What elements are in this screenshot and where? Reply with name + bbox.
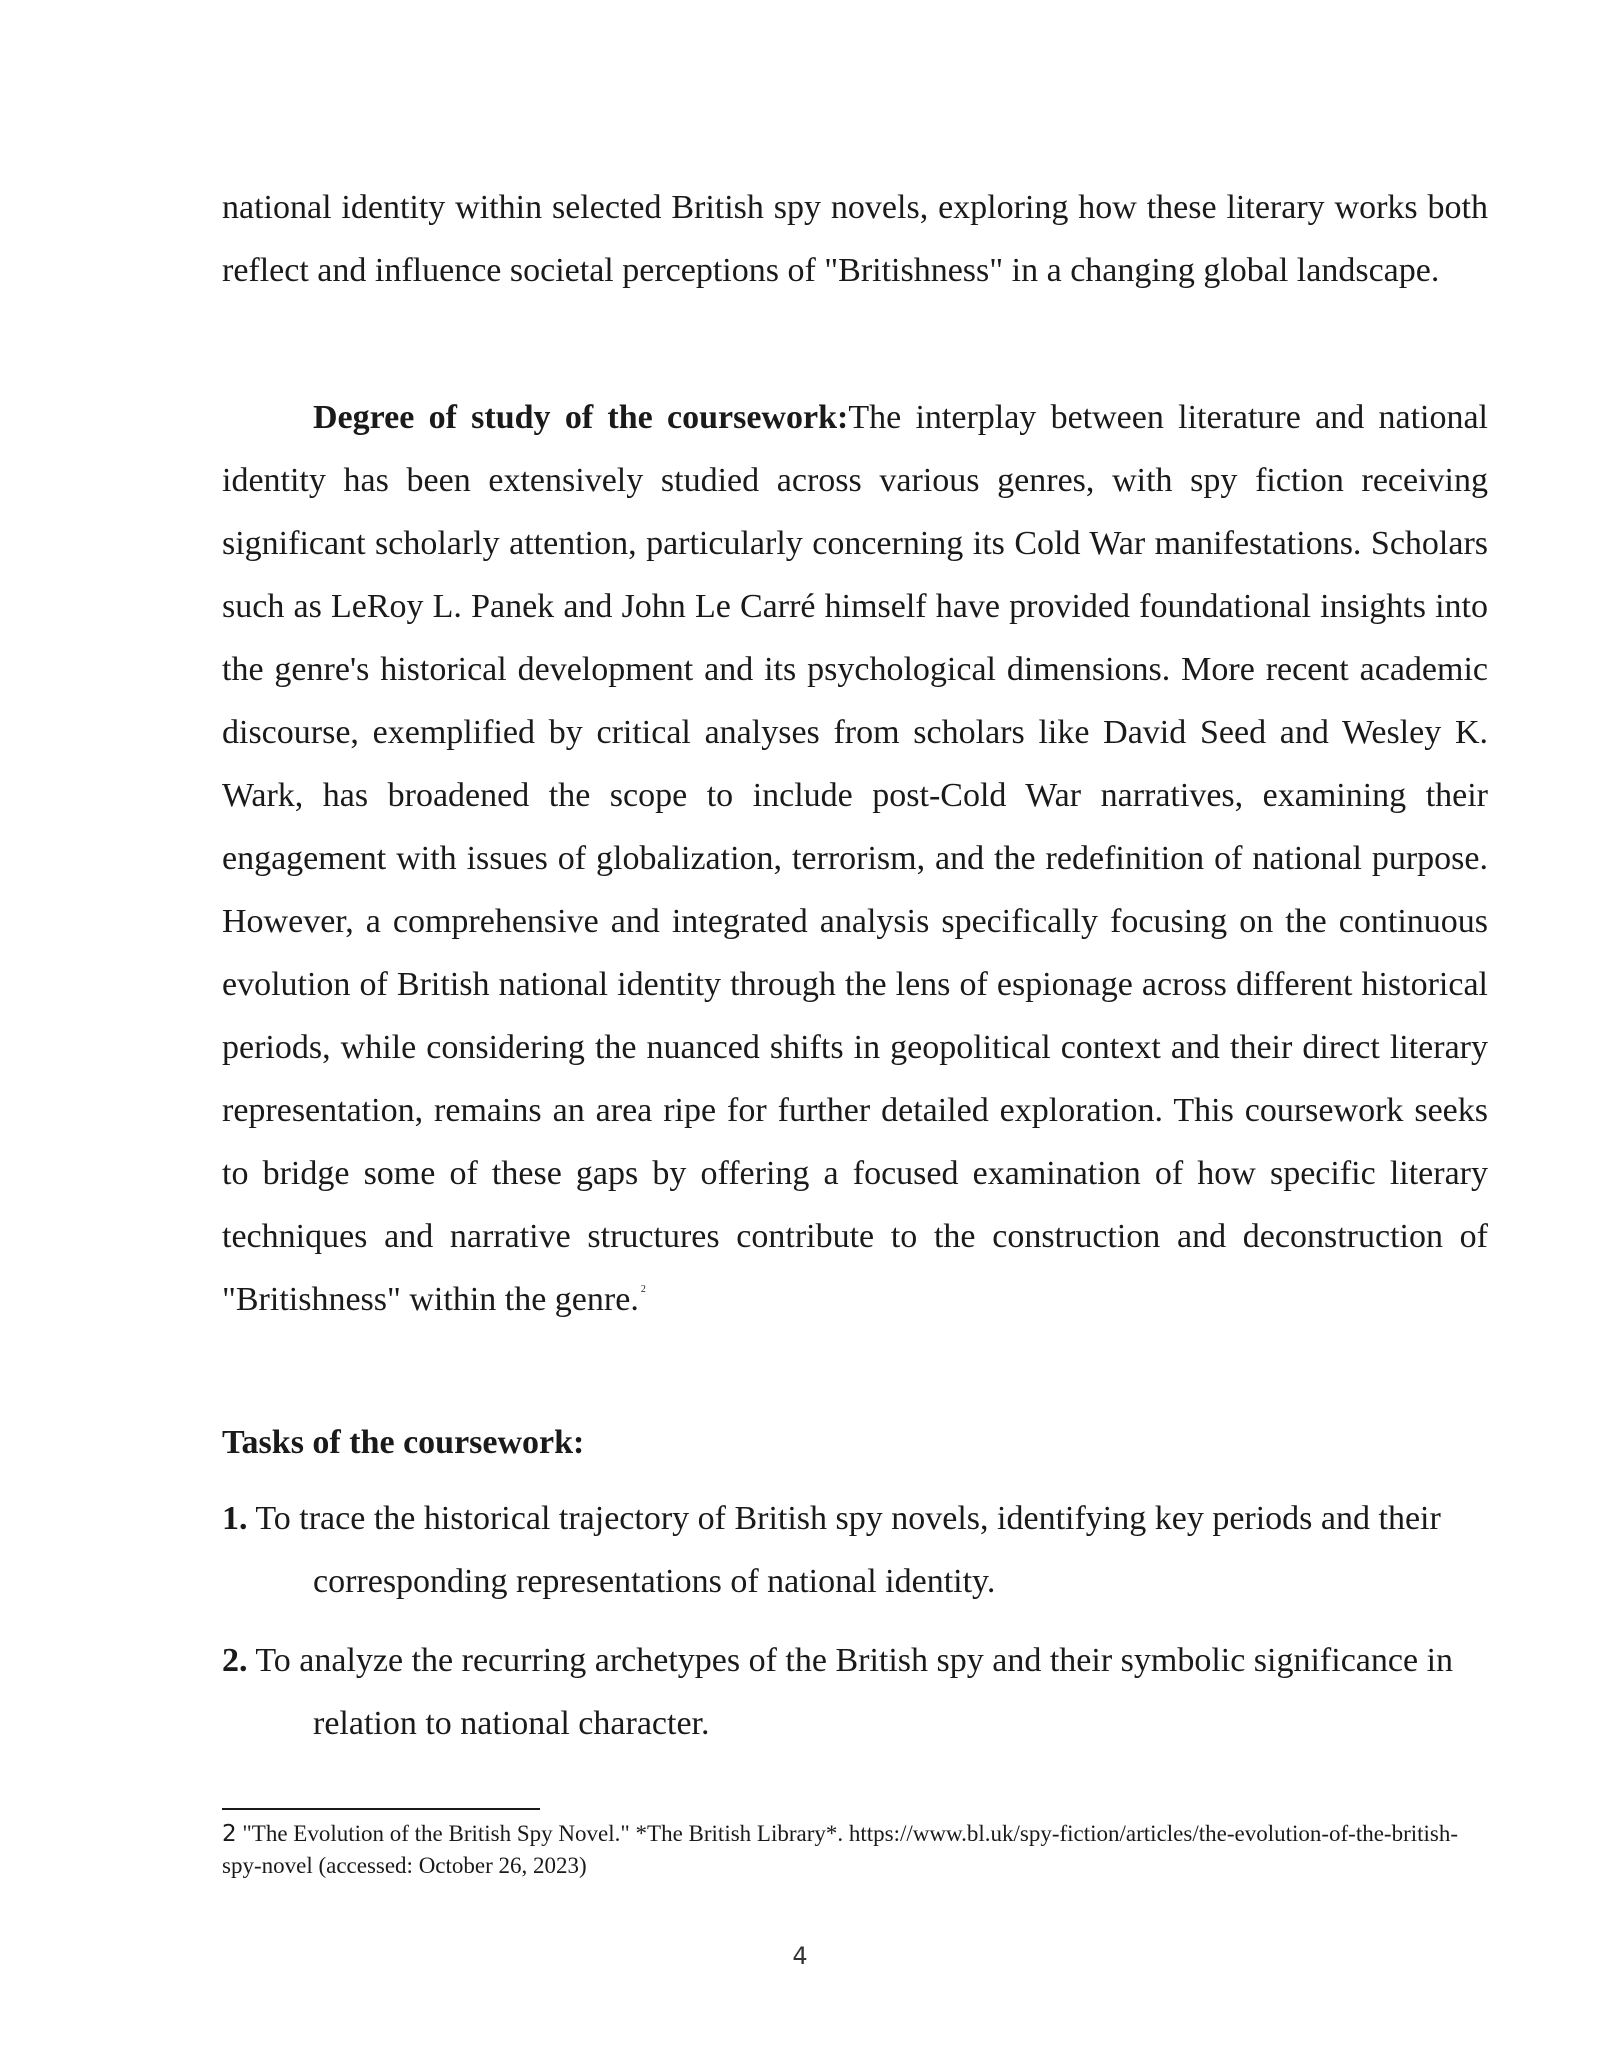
footnote-text: "The Evolution of the British Spy Novel." *The British Library*. https://www.bl.uk/spy-fiction/articles/the-evolution-of-the-british-spy-novel (accessed: October 26, 2023): [222, 1821, 1459, 1878]
footnote-number: 2: [222, 1821, 237, 1847]
footnote: [222, 1818, 1488, 1882]
task-item-1: [222, 1487, 1488, 1613]
task-number: 1.: [222, 1500, 248, 1537]
footnote-separator: [222, 1808, 540, 1810]
intro-paragraph: national identity within selected British spy novels, exploring how these literary works both reflect and influence societal perceptions of "Britishness" in a changing global landscape.: [222, 189, 1488, 289]
task-item-2: [222, 1629, 1488, 1755]
page-number: 4: [792, 1942, 808, 1970]
task-text: To analyze the recurring archetypes of the British spy and their symbolic significance in relation to national character.: [255, 1642, 1454, 1742]
footnote-reference[interactable]: 2: [640, 1283, 646, 1295]
degree-of-study-text: The interplay between literature and national identity has been extensively studied across various genres, with spy fiction receiving significant scholarly attention, particularly concerning its Cold War manifestations. Scholars such as LeRoy L. Panek and John Le Carré himself have provided foundational insights into the genre's historical development and its psychological dimensions. More recent academic discourse, exemplified by critical analyses from scholars like David Seed and Wesley K. Wark, has broadened the scope to include post-Cold War narratives, examining their engagement with issues of globalization, terrorism, and the redefinition of national purpose. However, a comprehensive and integrated analysis specifically focusing on the continuous evolution of British national identity through the lens of espionage across different historical periods, while considering the nuanced shifts in geopolitical context and their direct literary representation, remains an area ripe for further detailed exploration. This coursework seeks to bridge some of these gaps by offering a focused examination of how specific literary techniques and narrative structures contribute to the construction and deconstruction of "Britishness" within the genre.: [222, 399, 1488, 1318]
degree-of-study-heading: Degree of study of the coursework:: [313, 399, 849, 436]
tasks-list: [222, 1487, 1488, 1771]
degree-of-study-paragraph: [222, 386, 1488, 1331]
task-number: 2.: [222, 1642, 248, 1679]
task-text: To trace the historical trajectory of British spy novels, identifying key periods and their corresponding representations of national identity.: [255, 1500, 1441, 1600]
tasks-heading: Tasks of the coursework:: [222, 1424, 585, 1461]
